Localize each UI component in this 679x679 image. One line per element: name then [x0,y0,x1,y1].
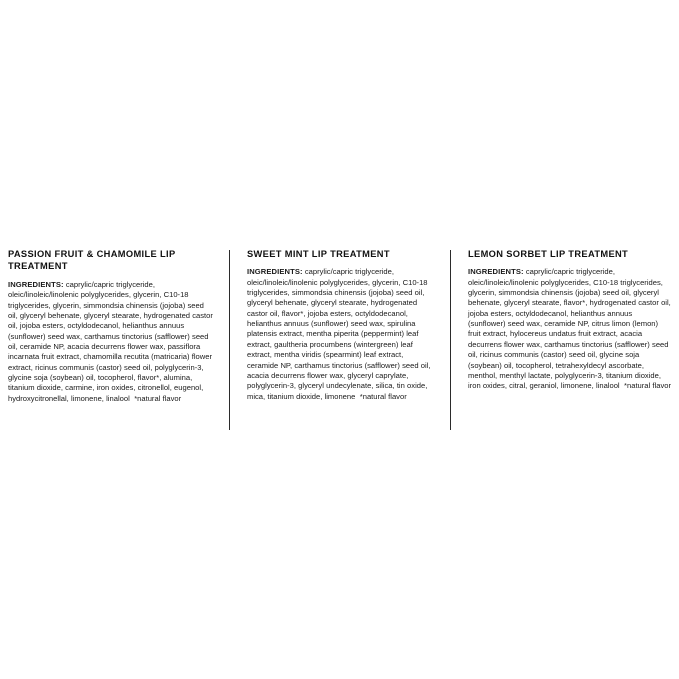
ingredient-columns [8,248,671,404]
product-title: SWEET MINT LIP TREATMENT [247,249,390,259]
ingredients-label: INGREDIENTS: [468,267,524,277]
ingredients-text: caprylic/capric triglyceride, oleic/linoleic/linolenic polyglycerides, C10-18 triglycerides, glycerin, simmondsia chinensis (jojoba) seed oil, glyceryl behenate, glyceryl stearate, flavor*, hydrogenated castor oil, jojoba esters, octyldodecanol, helianthus annuus (sunflower) seed wax, ceramide NP, citrus limon (lemon) fruit extract, hylocereus undatus fruit extract, acacia decurrens flower wax, carthamus tinctorius (safflower) seed oil, ricinus communis (castor) seed oil, glycine soja (soybean) oil, tocopherol, tetrahexyldecyl ascorbate, menthol, menthyl lactate, polyglycerin-3, titanium dioxide, iron oxides, citral, geraniol, limonene, linalool [468,267,671,391]
ingredients-text: caprylic/capric triglyceride, oleic/linoleic/linolenic polyglycerides, glycerin, C10-18 triglycerides, glycerin, simmondsia chinensis (jojoba) seed oil, glyceryl behenate, glyceryl stearate, hydrogenated castor oil, jojoba esters, octyldodecanol, helianthus annuus (sunflower) seed wax, carthamus tinctorius (safflower) seed oil, ceramide NP, acacia decurrens flower wax, passiflora incarnata fruit extract, chamomilla recutita (matricaria) flower extract, ricinus communis (castor) seed oil, polyglycerin-3, glycine soja (soybean) oil, tocopherol, flavor*, alumina, titanium dioxide, carmine, iron oxides, citronellol, eugenol, hydroxycitronellal, limonene, linalool [8,279,213,403]
ingredients-footnote: *natural flavor [624,381,671,391]
ingredients-paragraph [8,280,213,404]
ingredients-paragraph [247,267,436,401]
ingredients-label: INGREDIENTS: [8,279,64,289]
ingredients-footnote: *natural flavor [359,391,407,401]
product-title: PASSION FRUIT & CHAMOMILE LIP TREATMENT [8,249,176,272]
ingredients-footnote: *natural flavor [134,393,182,403]
ingredients-label: INGREDIENTS: [247,267,303,277]
product-panel-sweet-mint [229,248,450,402]
product-title: LEMON SORBET LIP TREATMENT [468,249,629,259]
ingredients-text: caprylic/capric triglyceride, oleic/linoleic/linolenic polyglycerides, glycerin, C10-18 triglycerides, simmondsia chinensis (jojoba) seed oil, glyceryl behenate, glyceryl stearate, hydrogenated castor oil, flavor*, jojoba esters, octyldodecanol, helianthus annuus (sunflower) seed wax, spirulina platensis extract, mentha piperita (peppermint) leaf extract, gaultheria procumbens (wintergreen) leaf extract, mentha viridis (spearmint) leaf extract, ceramide NP, carthamus tinctorius (safflower) seed oil, acacia decurrens flower wax, glyceryl caprylate, polyglycerin-3, glyceryl undecylenate, silica, tin oxide, mica, titanium dioxide, limonene [247,267,431,401]
product-panel-lemon-sorbet [450,248,671,392]
product-panel-passion-fruit-chamomile [8,248,229,404]
ingredients-paragraph [468,267,671,391]
